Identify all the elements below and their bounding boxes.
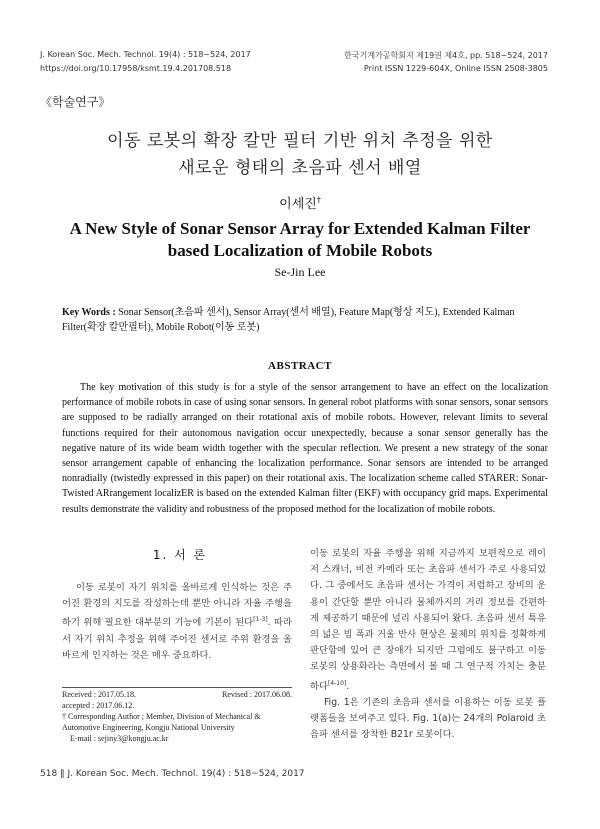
journal-header-korean: 한국기계가공학회지 제19권 제4호, pp. 518~524, 2017: [344, 51, 548, 60]
category-tag: 《학술연구》: [40, 95, 111, 109]
footnote-divider: [62, 687, 292, 688]
body-paragraph: Fig. 1은 기존의 초음파 센서를 이용하는 이동 로봇 플랫폼들을 보여주고 있다. Fig. 1(a)는 24개의 Polaroid 초음파 센서를 장착한 B21r 로봇이다.: [310, 696, 546, 741]
page-number: 518: [40, 769, 58, 779]
body-text: . 따라서 자기 위치 추정을 위해 주어진 센서로 주위 환경을 올바르게 인지하는 것은 매우 중요하다.: [62, 617, 292, 661]
body-text: 이동 로봇이 자기 위치를 올바르게 인식하는 것은 주어진 환경의 지도를 작성하는데 뿐만 아니라 자율 주행을 하기 위해 필요한 대부분의 기능에 기본이 된다: [62, 582, 292, 629]
keywords-text: Sonar Sensor(초음파 센서), Sensor Array(센서 배열), Feature Map(형상 지도), Extended Kalman Filter(확장 칼만필터), Mobile Robot(이동 로봇): [62, 307, 515, 333]
corresponding-author-mark: †: [316, 195, 321, 205]
title-korean-line1: 이동 로봇의 확장 칼만 필터 기반 위치 추정을 위한: [107, 131, 493, 151]
title-english-line1: A New Style of Sonar Sensor Array for Extended Kalman Filter: [69, 219, 531, 238]
title-english-line2: based Localization of Mobile Robots: [167, 241, 433, 260]
title-korean-line2: 새로운 형태의 초음파 센서 배열: [178, 158, 422, 178]
citation-reference: [4-10]: [327, 679, 347, 687]
doi-link[interactable]: https://doi.org/10.17958/ksmt.19.4.201708.518: [40, 64, 232, 73]
body-paragraph: [310, 546, 546, 695]
citation-reference: [1-3]: [253, 616, 268, 624]
body-text: 이동 로봇의 자율 주행을 위해 지금까지 보편적으로 레이저 스캐너, 비전 카메라 또는 초음파 센서가 주로 사용되었다. 그 중에서도 초음파 센서는 가격이 저렴하고 장비의 운용이 간단할 뿐만 아니라 물체까지의 거리 정보를 간편하게 제공하기 때문에 널리 사용되어 왔다. 초음파 센서 특유의 넓은 빔 폭과 거울 반사 현상은 물체의 위치를 정확하게 판단함에 있어 큰 장애가 되지만 그럼에도 불구하고 이동 로봇의 상용화라는 측면에서 볼 때 그 연구적 가치는 충분하다: [310, 548, 546, 692]
keywords-label: Key Words :: [62, 307, 116, 318]
author-korean: [0, 193, 600, 212]
author-korean-name: 이세진: [279, 197, 317, 212]
accepted-date: accepted : 2017.06.12.: [62, 701, 135, 710]
footer-citation: J. Korean Soc. Mech. Technol. 19(4) : 518~524, 2017: [67, 769, 305, 779]
abstract-heading: ABSTRACT: [268, 360, 332, 372]
footer-separator: ‖: [60, 769, 65, 779]
page-footer: [40, 769, 305, 779]
keywords-block: [62, 305, 542, 335]
received-date: Received : 2017.05.18.: [62, 690, 136, 699]
corresponding-author-note: † Corresponding Author ; Member, Division of Mechanical & Automotive Engineering, Kongju National University: [62, 712, 261, 732]
revised-date: Revised : 2017.06.08.: [222, 690, 292, 699]
body-text: .: [346, 680, 350, 692]
abstract-text: The key motivation of this study is for a style of the sensor arrangement to have an effect on the localization performance of mobile robots in case of using sonar sensors. In general robot platforms with sonar sensors, sonar sensors are supposed to be radially arranged on their rotational axis of mobile robots. However, relevant limits to several functions required for their autonomous navigation occur unexpectedly, because a sonar sensor generally has the negative nature of its wide beam width together with the specular reflection. We present a new strategy of the sonar sensor arrangement capable of enhancing the localization performance. Sonar sensors are intended to be arranged nonradially (twistedly expressed in this paper) on their rotational axis. The localization scheme called STARER: Sonar-Twisted ARrangement localizER is based on the extended Kalman filter (EKF) with occupancy grid maps. Experimental results demonstrate the validity and robustness of the proposed method for the localization of mobile robots.: [62, 382, 548, 515]
body-column-right: [310, 546, 546, 744]
body-column-left: [62, 580, 292, 664]
section-heading-introduction: 1. 서 론: [152, 548, 208, 562]
author-email: E-mail : sejiny3@kongju.ac.kr: [70, 734, 169, 743]
issn-header: Print ISSN 1229-604X, Online ISSN 2508-3805: [363, 64, 548, 73]
author-english: Se-Jin Lee: [274, 265, 326, 279]
journal-citation-header: J. Korean Soc. Mech. Technol. 19(4) : 518~524, 2017: [40, 50, 251, 59]
